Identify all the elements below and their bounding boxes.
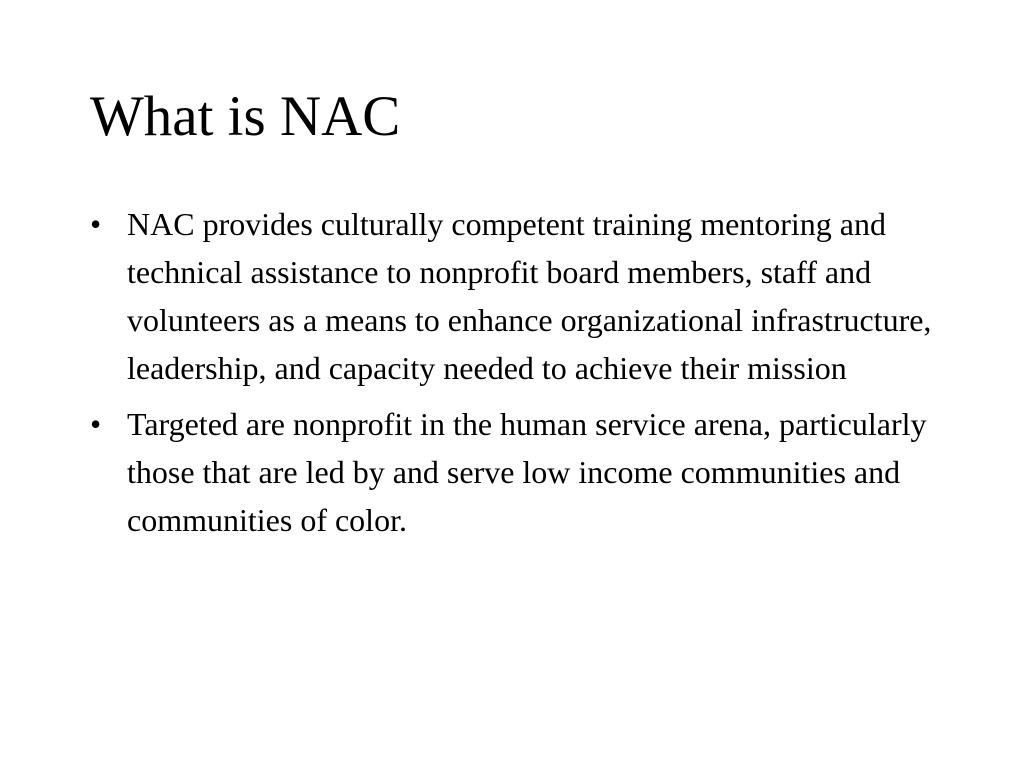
bullet-item <box>90 400 950 544</box>
bullet-text: NAC provides culturally competent training mentoring and technical assistance to nonprofit board members, staff and volunteers as a means to enhance organizational infrastructure, leadership, and capacity needed to achieve their mission <box>127 206 932 386</box>
bullet-list <box>90 200 950 552</box>
bullet-text: Targeted are nonprofit in the human service arena, particularly those that are led by and serve low income communities and communities of color. <box>127 406 927 538</box>
bullet-item <box>90 200 950 392</box>
slide-title: What is NAC <box>90 85 401 148</box>
bullet-marker-icon: • <box>90 206 102 242</box>
bullet-marker-icon: • <box>90 406 102 442</box>
